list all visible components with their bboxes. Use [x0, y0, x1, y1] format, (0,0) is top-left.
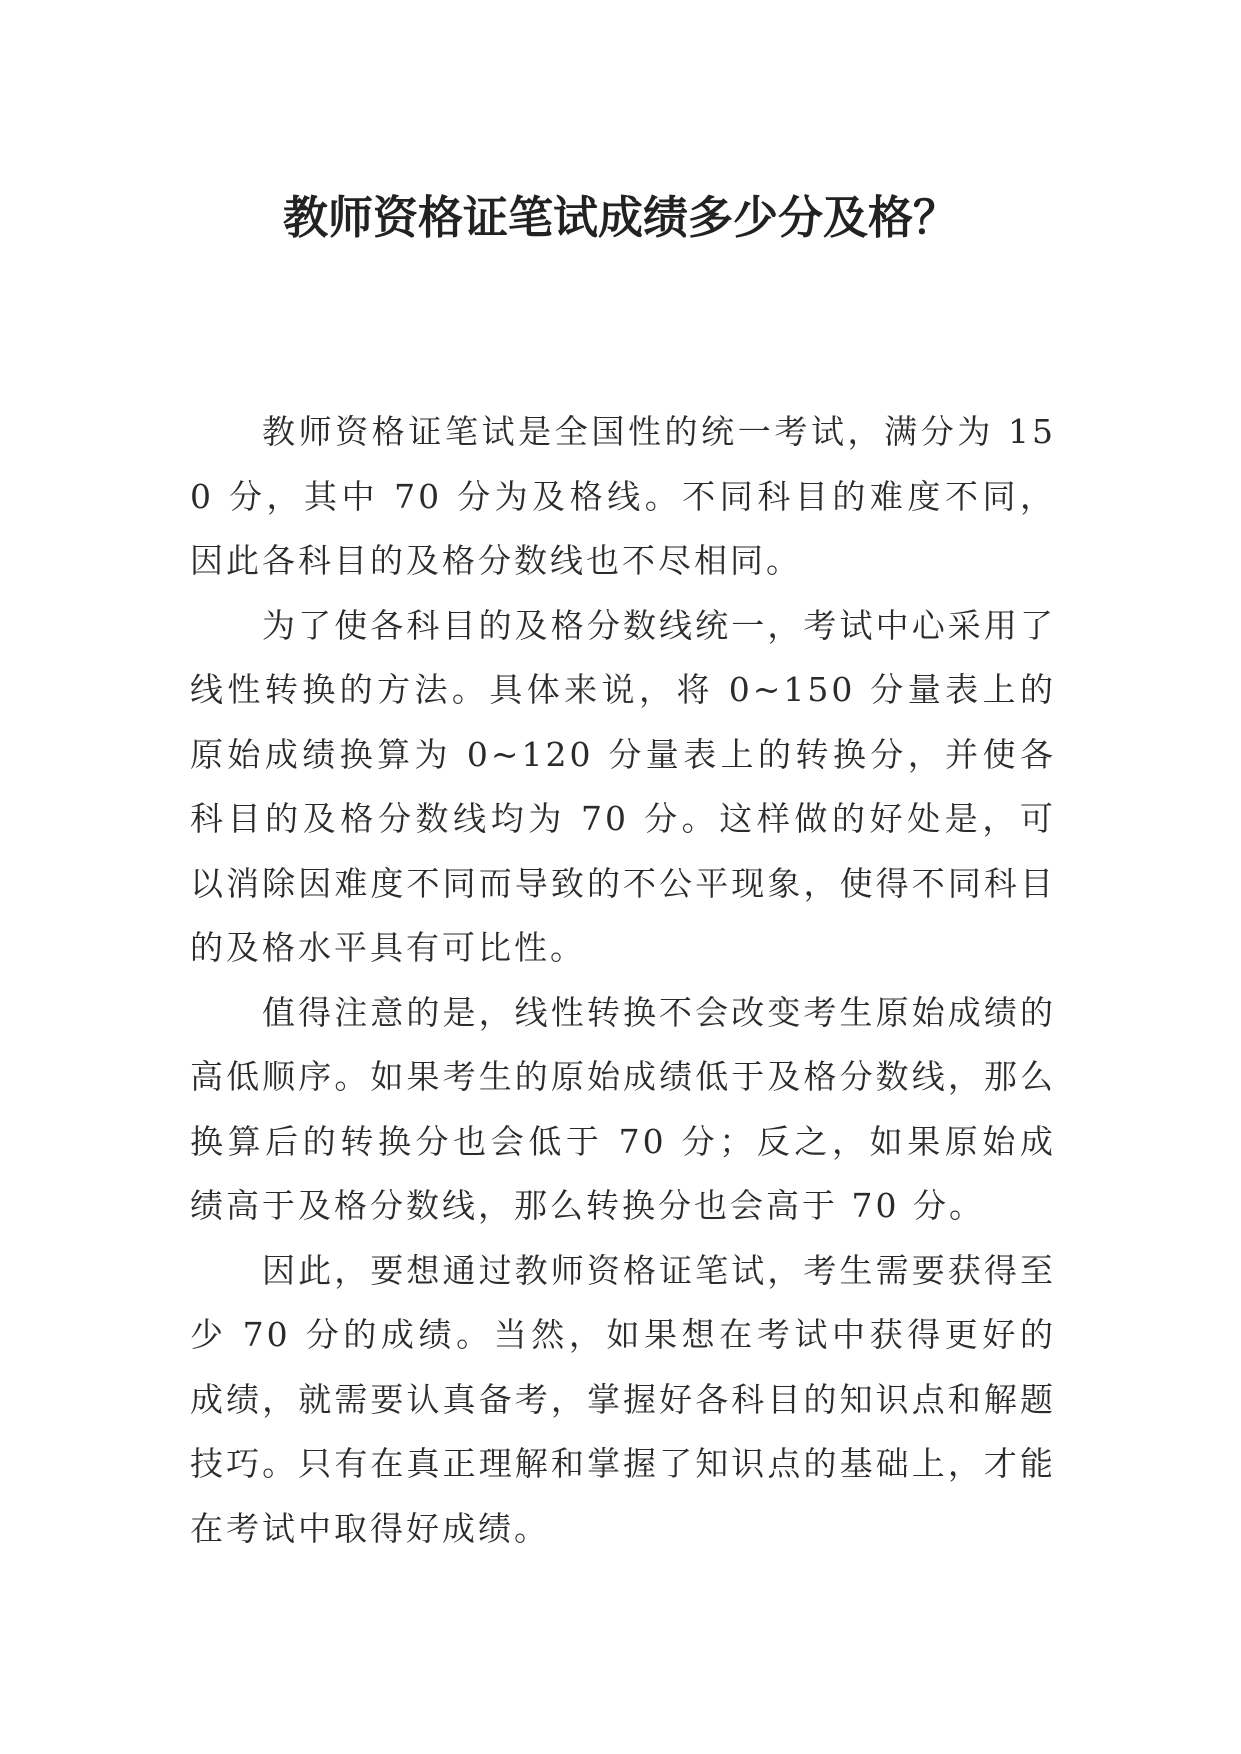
- document-body: [190, 400, 1056, 1561]
- paragraph-3: 值得注意的是，线性转换不会改变考生原始成绩的高低顺序。如果考生的原始成绩低于及格分数线，那么换算后的转换分也会低于 70 分；反之，如果原始成绩高于及格分数线，那么转换分也会高于 70 分。: [190, 992, 1056, 1225]
- paragraph-2: 为了使各科目的及格分数线统一，考试中心采用了线性转换的方法。具体来说，将 0~150 分量表上的原始成绩换算为 0~120 分量表上的转换分，并使各科目的及格分数线均为 70 分。这样做的好处是，可以消除因难度不同而导致的不公平现象，使得不同科目的及格水平具有可比性。: [190, 605, 1056, 967]
- paragraph-4: 因此，要想通过教师资格证笔试，考生需要获得至少 70 分的成绩。当然，如果想在考试中获得更好的成绩，就需要认真备考，掌握好各科目的知识点和解题技巧。只有在真正理解和掌握了知识点的基础上，才能在考试中取得好成绩。: [190, 1250, 1056, 1548]
- document-title: 教师资格证笔试成绩多少分及格？: [282, 191, 958, 244]
- paragraph-1: 教师资格证笔试是全国性的统一考试，满分为 150 分，其中 70 分为及格线。不同科目的难度不同，因此各科目的及格分数线也不尽相同。: [190, 412, 1056, 580]
